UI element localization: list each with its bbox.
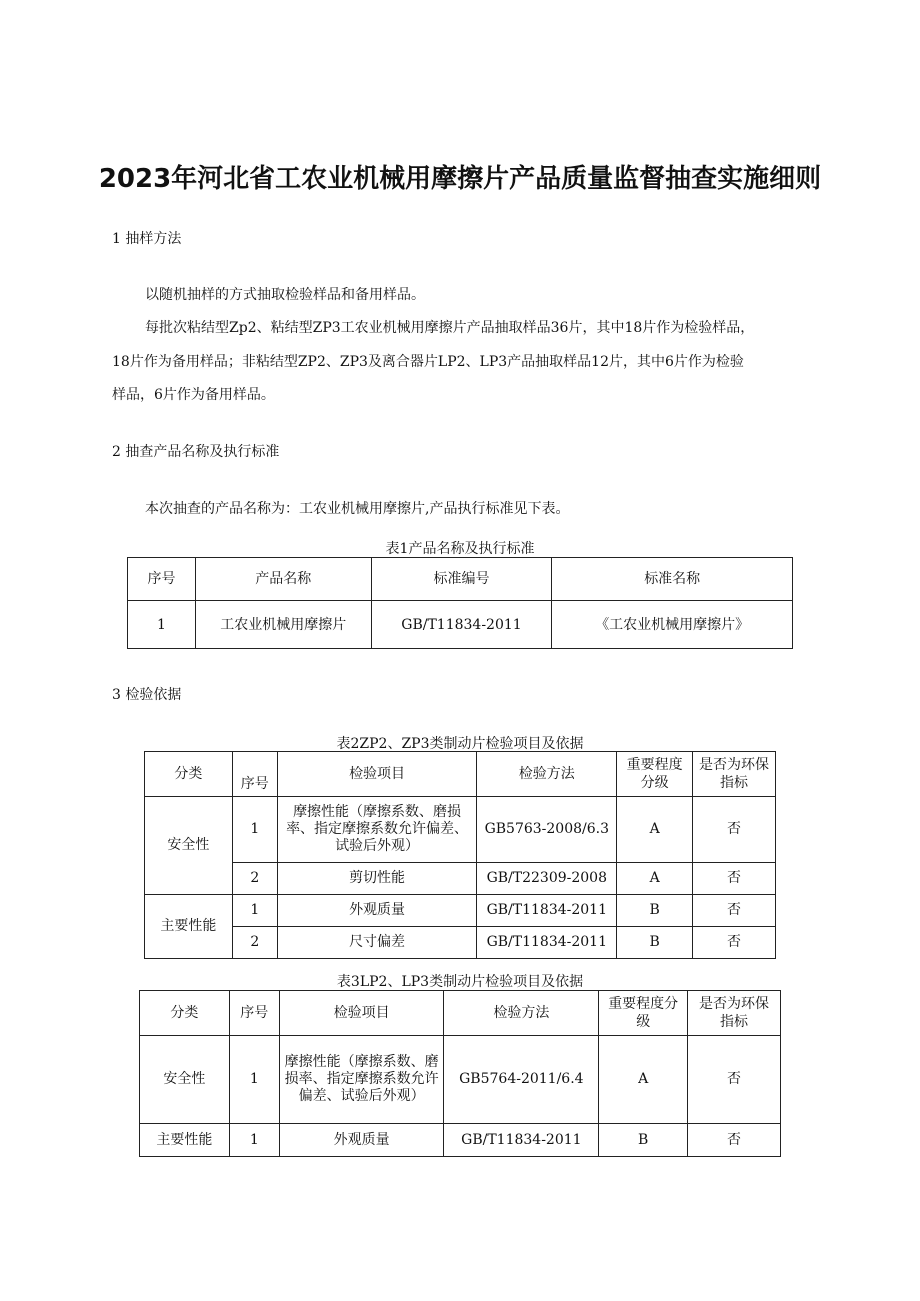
table-3-cell-method: GB5764-2011/6.4 [444,1036,599,1124]
table-3-cell-env: 否 [688,1124,781,1157]
table-3-header-index: 序号 [229,991,279,1036]
table-row [145,863,776,895]
table-3-cell-env: 否 [688,1036,781,1124]
section-1-paragraph-1: 以随机抽样的方式抽取检验样品和备用样品。 [145,287,425,303]
table-2-header-index: 序号 [232,752,277,797]
table-2-cell-index: 2 [232,863,277,895]
table-3-cell-item: 外观质量 [279,1124,444,1157]
table-1-cell-index: 1 [128,601,196,649]
section-1-paragraph-2-line-1: 每批次粘结型Zp2、粘结型ZP3工农业机械用摩擦片产品抽取样品36片，其中18片作为检验样品， [145,320,755,336]
table-3-header-importance: 重要程度分级 [599,991,688,1036]
table-3 [139,990,781,1157]
table-2-cell-method: GB5763-2008/6.3 [477,797,617,863]
table-2-cell-item: 摩擦性能（摩擦系数、磨损率、指定摩擦系数允许偏差、试验后外观） [277,797,477,863]
table-2-header-env: 是否为环保指标 [693,752,776,797]
table-row [145,797,776,863]
table-2-cell-env: 否 [693,895,776,927]
table-1-caption: 表1产品名称及执行标准 [385,541,535,557]
table-3-header-category: 分类 [140,991,230,1036]
table-2-cell-item: 剪切性能 [277,863,477,895]
section-1-paragraph-2-line-2: 18片作为备用样品；非粘结型ZP2、ZP3及离合器片LP2、LP3产品抽取样品12片，其中6片作为检验 [112,354,744,370]
table-3-cell-category: 主要性能 [140,1124,230,1157]
table-3-header-method: 检验方法 [444,991,599,1036]
table-1 [127,557,793,649]
table-3-cell-index: 1 [229,1124,279,1157]
table-row [140,1124,781,1157]
table-1-header-standard-no: 标准编号 [371,558,552,601]
section-2-heading: 2 抽查产品名称及执行标准 [112,444,280,460]
table-2 [144,751,776,959]
section-3-heading: 3 检验依据 [112,687,182,703]
table-1-header-standard-name: 标准名称 [552,558,793,601]
table-3-cell-item: 摩擦性能（摩擦系数、磨损率、指定摩擦系数允许偏差、试验后外观） [279,1036,444,1124]
table-1-header-index: 序号 [128,558,196,601]
document-title: 2023年河北省工农业机械用摩擦片产品质量监督抽查实施细则 [98,164,822,194]
table-2-cell-item: 尺寸偏差 [277,927,477,959]
table-2-cell-env: 否 [693,797,776,863]
section-2-paragraph: 本次抽查的产品名称为：工农业机械用摩擦片,产品执行标准见下表。 [145,501,570,517]
table-2-cell-importance: A [617,797,693,863]
table-2-cell-env: 否 [693,927,776,959]
table-2-caption: 表2ZP2、ZP3类制动片检验项目及依据 [336,736,584,752]
table-2-cell-importance: A [617,863,693,895]
table-2-cell-index: 1 [232,895,277,927]
table-2-header-method: 检验方法 [477,752,617,797]
table-1-cell-standard-name: 《工农业机械用摩擦片》 [552,601,793,649]
table-2-category-safety: 安全性 [145,797,233,895]
table-row [145,927,776,959]
table-row [140,1036,781,1124]
table-3-header-env: 是否为环保指标 [688,991,781,1036]
table-3-cell-index: 1 [229,1036,279,1124]
table-3-caption: 表3LP2、LP3类制动片检验项目及依据 [336,974,584,990]
table-3-header-item: 检验项目 [279,991,444,1036]
table-2-cell-method: GB/T11834-2011 [477,927,617,959]
table-2-cell-item: 外观质量 [277,895,477,927]
section-1-heading: 1 抽样方法 [112,231,182,247]
table-2-header-category: 分类 [145,752,233,797]
table-2-cell-importance: B [617,895,693,927]
table-2-cell-method: GB/T11834-2011 [477,895,617,927]
table-3-cell-importance: B [599,1124,688,1157]
table-3-cell-category: 安全性 [140,1036,230,1124]
table-2-cell-env: 否 [693,863,776,895]
table-2-header-item: 检验项目 [277,752,477,797]
table-2-cell-index: 1 [232,797,277,863]
table-row [128,601,793,649]
table-2-category-main: 主要性能 [145,895,233,959]
table-row [145,895,776,927]
table-1-cell-standard-no: GB/T11834-2011 [371,601,552,649]
table-2-cell-method: GB/T22309-2008 [477,863,617,895]
table-1-header-product: 产品名称 [195,558,371,601]
section-1-paragraph-2-line-3: 样品，6片作为备用样品。 [112,387,275,403]
table-2-header-importance: 重要程度分级 [617,752,693,797]
table-2-cell-importance: B [617,927,693,959]
table-3-cell-method: GB/T11834-2011 [444,1124,599,1157]
table-1-cell-product: 工农业机械用摩擦片 [195,601,371,649]
table-3-cell-importance: A [599,1036,688,1124]
table-2-cell-index: 2 [232,927,277,959]
